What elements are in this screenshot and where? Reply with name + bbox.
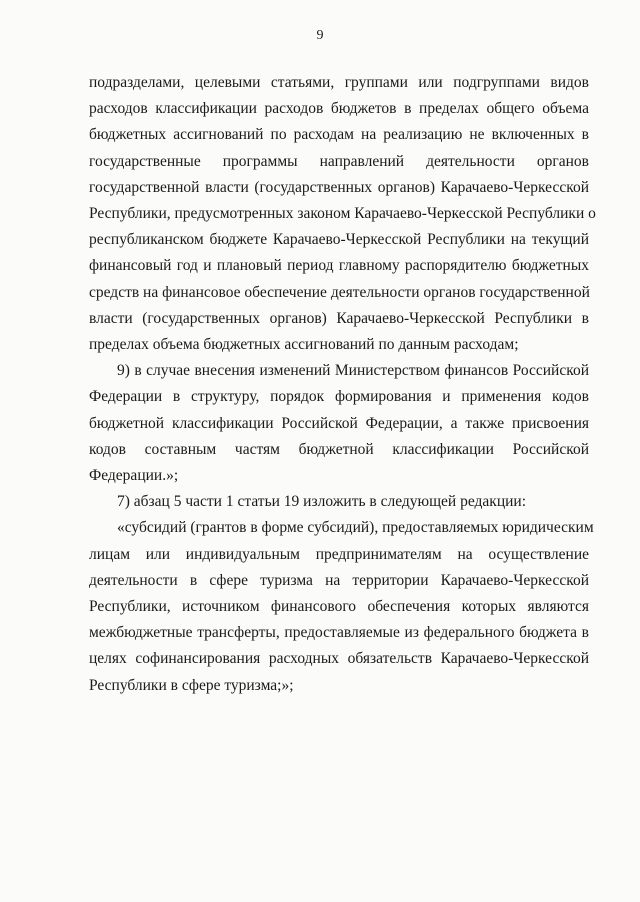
text-line: деятельности в сфере туризма на территории Карачаево-Черкесской	[89, 571, 589, 589]
text-line: власти (государственных органов) Карачаево-Черкесской Республики в	[89, 309, 589, 327]
text-line: 9) в случае внесения изменений Министерством финансов Российской	[117, 362, 589, 380]
text-line: «субсидий (грантов в форме субсидий), предоставляемых юридическим	[117, 519, 594, 537]
text-line: Республики, предусмотренных законом Карачаево-Черкесской Республики о	[89, 205, 596, 223]
text-line: подразделами, целевыми статьями, группами или подгруппами видов	[89, 74, 589, 91]
text-line: финансовый год и плановый период главному распорядителю бюджетных	[89, 257, 589, 275]
text-line: государственной власти (государственных органов) Карачаево-Черкесской	[89, 178, 589, 196]
text-line: расходов классификации расходов бюджетов в пределах общего объема	[89, 100, 589, 118]
text-line: целях софинансирования расходных обязательств Карачаево-Черкесской	[89, 650, 589, 668]
text-line: республиканском бюджете Карачаево-Черкесской Республики на текущий	[89, 231, 589, 249]
text-line: пределах объема бюджетных ассигнований по данным расходам;	[89, 336, 519, 354]
text-line: бюджетной классификации Российской Федерации, а также присвоения	[89, 414, 589, 432]
text-line: 7) абзац 5 части 1 статьи 19 изложить в следующей редакции:	[117, 493, 527, 511]
text-line: средств на финансовое обеспечение деятельности органов государственной	[89, 283, 590, 301]
text-line: государственные программы направлений деятельности органов	[89, 152, 589, 170]
document-body	[89, 70, 596, 699]
text-line: Федерации в структуру, порядок формирования и применения кодов	[89, 388, 589, 406]
text-line: кодов составным частям бюджетной классификации Российской	[89, 440, 589, 458]
text-line: лицам или индивидуальным предпринимателям на осуществление	[89, 545, 589, 563]
text-line: Республики в сфере туризма;»;	[89, 676, 294, 694]
text-line: Федерации.»;	[89, 467, 179, 485]
text-line: Республики, источником финансового обеспечения которых являются	[89, 598, 589, 616]
text-line: межбюджетные трансферты, предоставляемые из федерального бюджета в	[89, 624, 589, 642]
page-number: 9	[316, 28, 324, 43]
text-line: бюджетных ассигнований по расходам на реализацию не включенных в	[89, 126, 589, 144]
